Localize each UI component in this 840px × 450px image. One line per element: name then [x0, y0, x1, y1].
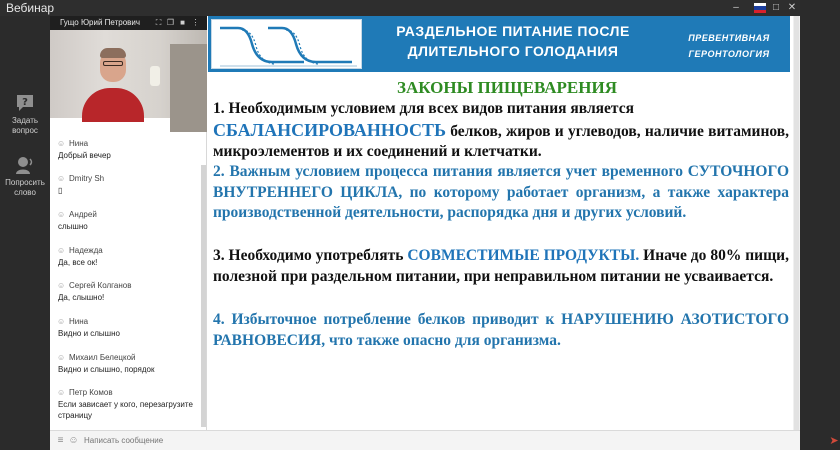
chat-message — [57, 209, 202, 232]
close-icon[interactable]: ✕ — [787, 2, 797, 13]
slide-title-line-1: РАЗДЕЛЬНОЕ ПИТАНИЕ ПОСЛЕ — [396, 23, 630, 39]
request-word-label-2: слово — [14, 188, 36, 197]
slide-subtitle-line-1: ПРЕВЕНТИВНАЯ — [688, 33, 770, 43]
laws-heading: ЗАКОНЫ ПИЩЕВАРЕНИЯ — [397, 78, 617, 97]
camera-icon[interactable]: ■ — [180, 18, 185, 27]
slide-scrollbar[interactable] — [793, 16, 800, 430]
law-1-highlight: СБАЛАНСИРОВАННОСТЬ — [213, 119, 446, 140]
background-lamp — [150, 66, 160, 86]
message-text: ▯ — [58, 186, 63, 195]
emoji-icon[interactable]: ☺ — [68, 435, 79, 446]
language-flag-icon[interactable] — [754, 3, 766, 13]
message-text: Да, все ок! — [58, 258, 98, 267]
popout-icon[interactable]: ❐ — [166, 18, 175, 27]
slide-title — [363, 21, 663, 61]
speaker-icon — [14, 154, 36, 176]
video-frame — [50, 30, 207, 118]
law-3-highlight: СОВМЕСТИМЫЕ ПРОДУКТЫ. — [407, 247, 640, 264]
curve-graphic-icon — [212, 20, 363, 70]
law-4: 4. Избыточное потребление белков приводит к НАРУШЕНИЮ АЗОТИСТОГО РАВНОВЕСИЯ, что также опасно для организма. — [213, 311, 789, 349]
svg-text:?: ? — [22, 97, 28, 108]
message-author: Андрей — [69, 210, 97, 219]
message-input[interactable] — [84, 432, 774, 449]
app-title: Вебинар — [6, 1, 55, 15]
ask-question-label-1: Задать — [11, 116, 39, 125]
message-author: Сергей Колганов — [69, 281, 132, 290]
minimize-icon[interactable]: – — [733, 2, 739, 13]
chat-scroll-thumb[interactable] — [201, 165, 206, 427]
message-author: Нина — [69, 139, 89, 148]
send-icon[interactable]: ➤ — [829, 435, 839, 447]
message-author: Петр Комов — [69, 388, 113, 397]
chat-message — [57, 173, 202, 196]
message-text: Да, слышно! — [58, 293, 105, 302]
message-text: слышно — [58, 222, 88, 231]
user-icon: ☺ — [57, 281, 66, 290]
message-input-bar — [50, 430, 839, 450]
chat-message — [57, 280, 202, 303]
user-icon: ☺ — [57, 139, 66, 148]
presenter-name: Гущо Юрий Петрович — [60, 18, 141, 27]
message-author: Надежда — [69, 246, 103, 255]
chat-message — [57, 138, 202, 161]
maximize-icon[interactable]: □ — [772, 2, 780, 13]
question-icon — [14, 92, 36, 114]
presenter-glasses — [103, 61, 123, 66]
message-text: Добрый вечер — [58, 151, 111, 160]
left-rail — [0, 16, 50, 450]
slide-scroll-thumb[interactable] — [794, 16, 799, 430]
law-1 — [213, 99, 789, 163]
user-icon: ☺ — [57, 210, 66, 219]
message-author: Dmitry Sh — [69, 174, 105, 183]
chat-panel — [50, 16, 207, 430]
user-icon: ☺ — [57, 353, 66, 362]
message-text: Видно и слышно — [58, 329, 120, 338]
law-3 — [213, 246, 789, 287]
slide-title-line-2: ДЛИТЕЛЬНОГО ГОЛОДАНИЯ — [407, 43, 619, 59]
presentation-slide — [207, 16, 800, 430]
chat-message — [57, 387, 202, 421]
chat-scrollbar[interactable] — [201, 165, 206, 427]
message-author: Нина — [69, 317, 89, 326]
title-bar — [0, 0, 800, 16]
fullscreen-icon[interactable]: ⛶ — [155, 18, 162, 27]
message-text: Если зависает у кого, перезагрузите страницу — [58, 400, 193, 420]
slide-header — [208, 16, 790, 72]
slide-subtitle-line-2: ГЕРОНТОЛОГИЯ — [688, 49, 770, 59]
law-2: 2. Важным условием процесса питания является учет временного СУТОЧНОГО ВНУТРЕННЕГО ЦИКЛА, по которому работает организм, а также характера производственной деятельности, распорядка дня и других условий. — [213, 163, 789, 221]
law-1-part-b: белков, жиров и углеводов, наличие витаминов, микроэлементов и их соединений и клетчатки. — [213, 122, 789, 160]
ask-question-label-2: вопрос — [12, 126, 38, 135]
user-icon: ☺ — [57, 317, 66, 326]
presenter-video[interactable] — [50, 16, 207, 118]
law-3-part-b: Иначе до 80% пищи, полезной при раздельном питании, при неправильном питании не усваивается. — [213, 247, 789, 285]
request-word-label-1: Попросить — [5, 178, 45, 187]
ask-question-button[interactable] — [0, 92, 50, 136]
fasting-curve-logo — [211, 19, 362, 69]
chat-message — [57, 352, 202, 375]
settings-icon[interactable]: ⋮ — [191, 18, 200, 27]
slide-subtitle — [670, 30, 788, 62]
chat-message — [57, 245, 202, 268]
menu-icon[interactable]: ≡ — [57, 435, 64, 446]
presenter-body — [82, 88, 144, 122]
law-1-part-a: 1. Необходимым условием для всех видов питания является — [213, 100, 634, 117]
background-shelf — [170, 44, 207, 132]
user-icon: ☺ — [57, 246, 66, 255]
user-icon: ☺ — [57, 388, 66, 397]
chat-messages — [50, 136, 202, 430]
message-author: Михаил Белецкой — [69, 353, 136, 362]
law-3-part-a: 3. Необходимо употреблять — [213, 247, 408, 264]
request-word-button[interactable] — [0, 154, 50, 198]
presenter-hair — [100, 48, 126, 58]
message-text: Видно и слышно, порядок — [58, 365, 155, 374]
user-icon: ☺ — [57, 174, 66, 183]
chat-message — [57, 316, 202, 339]
